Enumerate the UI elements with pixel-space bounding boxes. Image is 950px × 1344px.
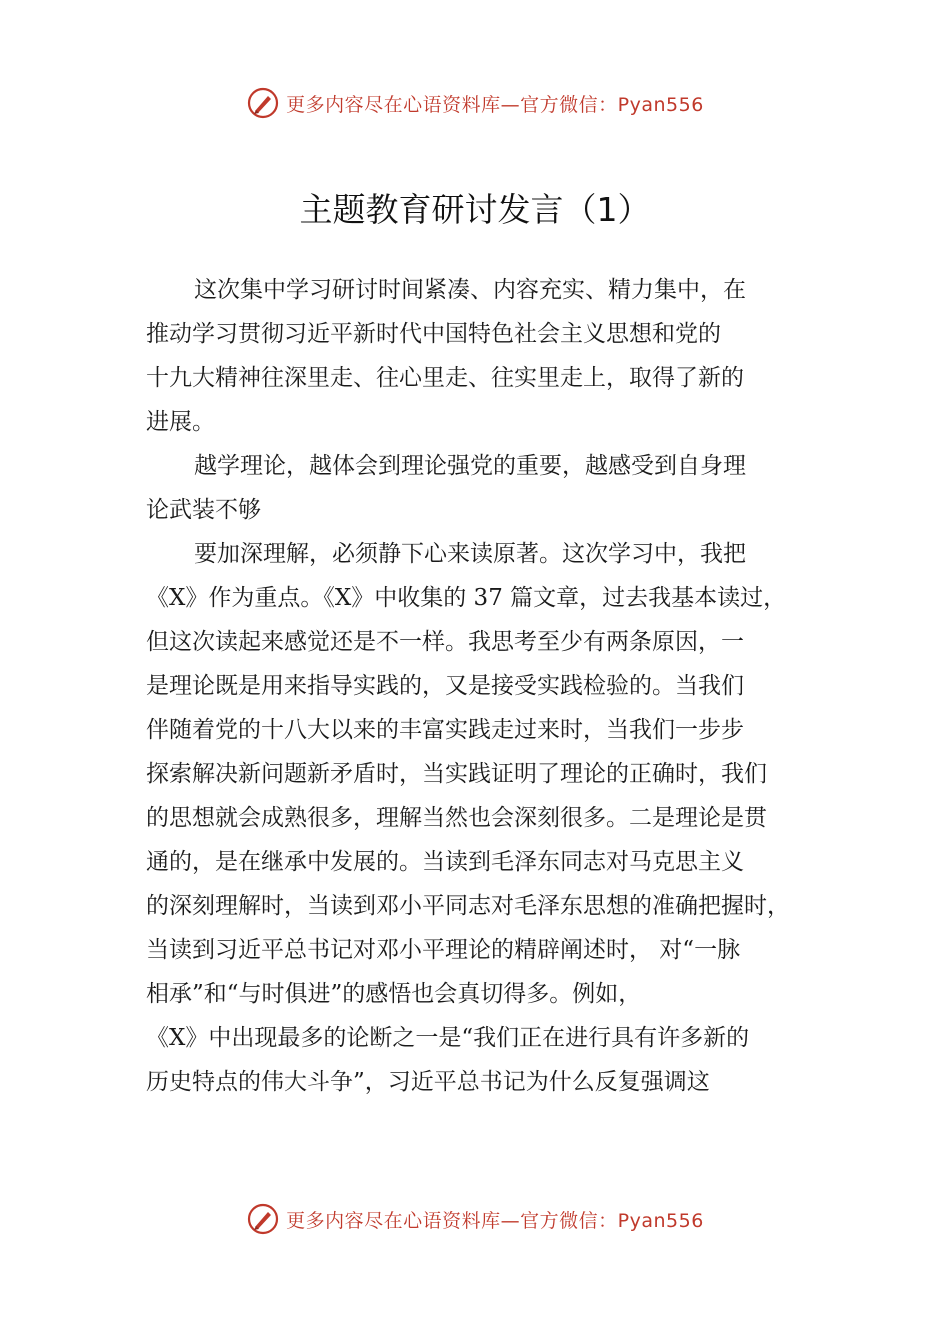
text-line: 要加深理解，必须静下心来读原著。这次学习中，我把 (194, 541, 746, 567)
text-line: 越学理论，越体会到理论强党的重要，越感受到自身理 (194, 453, 746, 479)
text-line: 论武装不够 (146, 497, 261, 523)
pen-logo-icon (246, 86, 280, 120)
text-line: 这次集中学习研讨时间紧凑、内容充实、精力集中，在 (194, 277, 746, 303)
header-watermark (0, 86, 950, 120)
text-line: 当读到习近平总书记对邓小平理论的精辟阐述时， 对“一脉 (146, 937, 741, 963)
footer-watermark (0, 1202, 950, 1236)
text-line: 伴随着党的十八大以来的丰富实践走过来时，当我们一步步 (146, 717, 744, 743)
text-line: 但这次读起来感觉还是不一样。我思考至少有两条原因，一 (146, 629, 744, 655)
text-line: 推动学习贯彻习近平新时代中国特色社会主义思想和党的 (146, 321, 721, 347)
text-line: 的思想就会成熟很多，理解当然也会深刻很多。二是理论是贯 (146, 805, 767, 831)
text-line: 探索解决新问题新矛盾时，当实践证明了理论的正确时，我们 (146, 761, 767, 787)
text-line: 《X》作为重点。《X》中收集的 37 篇文章，过去我基本读过， (146, 585, 787, 611)
text-line: 《X》中出现最多的论断之一是“我们正在进行具有许多新的 (146, 1025, 750, 1051)
text-line: 是理论既是用来指导实践的，又是接受实践检验的。当我们 (146, 673, 744, 699)
text-line: 进展。 (146, 409, 215, 435)
document-title: 主题教育研讨发言（1） (299, 190, 651, 229)
text-line: 相承”和“与时俱进”的感悟也会真切得多。例如， (146, 981, 642, 1007)
text-line: 历史特点的伟大斗争”，习近平总书记为什么反复强调这 (146, 1069, 710, 1095)
document-body (146, 268, 846, 1104)
watermark-text: 更多内容尽在心语资料库—官方微信：Pyan556 (286, 1209, 704, 1232)
watermark-text: 更多内容尽在心语资料库—官方微信：Pyan556 (286, 93, 704, 116)
text-line: 十九大精神往深里走、往心里走、往实里走上，取得了新的 (146, 365, 744, 391)
text-line: 的深刻理解时，当读到邓小平同志对毛泽东思想的准确把握时， (146, 893, 790, 919)
text-line: 通的，是在继承中发展的。当读到毛泽东同志对马克思主义 (146, 849, 744, 875)
pen-logo-icon (246, 1202, 280, 1236)
